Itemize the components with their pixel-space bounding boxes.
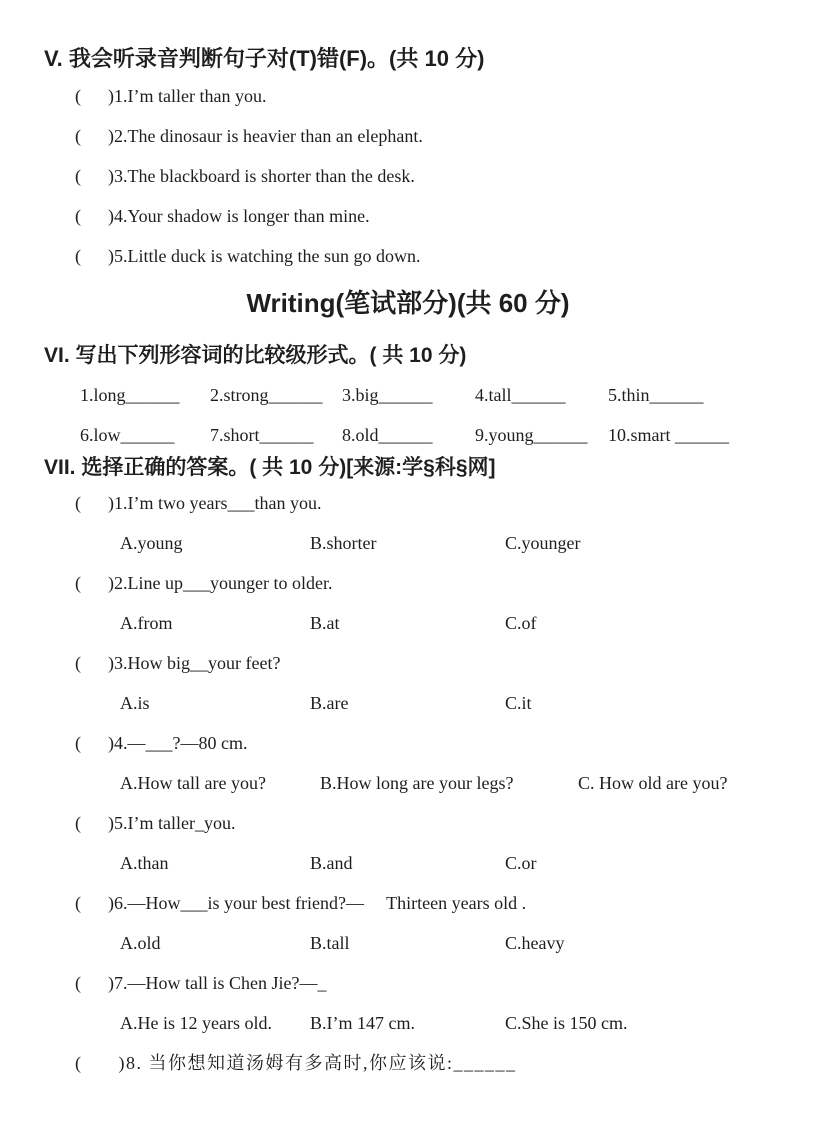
- option-b: B.and: [310, 853, 353, 873]
- question-6: ( )6.—How___is your best friend?— Thirteen years old .: [75, 893, 527, 913]
- question-7: ( )7.—How tall is Chen Jie?—_: [75, 973, 327, 993]
- comparative-item-5: 5.thin______: [608, 385, 704, 405]
- comparative-item-9: 9.young______: [475, 425, 588, 445]
- option-b: B.at: [310, 613, 340, 633]
- comparative-item-7: 7.short______: [210, 425, 314, 445]
- section-vi-heading: VI. 写出下列形容词的比较级形式。( 共 10 分): [44, 344, 467, 367]
- question-1: ( )1.I’m two years___than you.: [75, 493, 322, 513]
- question-4: ( )4.—___?—80 cm.: [75, 733, 248, 753]
- question-5-options: [0, 843, 816, 883]
- option-a: A.from: [120, 613, 173, 633]
- option-b: B.are: [310, 693, 349, 713]
- question-2: ( )2.Line up___younger to older.: [75, 573, 333, 593]
- option-c: C.or: [505, 853, 537, 873]
- option-c: C.it: [505, 693, 532, 713]
- comparative-row-1: [80, 375, 796, 415]
- option-b: B.I’m 147 cm.: [310, 1013, 415, 1033]
- question-1-options: [0, 523, 816, 563]
- question-6-options: [0, 923, 816, 963]
- option-a: A.He is 12 years old.: [120, 1013, 272, 1033]
- section-v-items: [75, 76, 796, 276]
- question-2-options: [0, 603, 816, 643]
- option-a: A.is: [120, 693, 150, 713]
- listening-item-3: ( )3.The blackboard is shorter than the desk.: [75, 166, 415, 186]
- section-v-heading: V. 我会听录音判断句子对(T)错(F)。(共 10 分): [44, 46, 485, 71]
- comparative-row-2: [80, 415, 796, 455]
- option-c: C.heavy: [505, 933, 565, 953]
- option-c: C. How old are you?: [578, 773, 728, 793]
- question-7-options: [0, 1003, 816, 1043]
- option-c: C.of: [505, 613, 537, 633]
- option-c: C.She is 150 cm.: [505, 1013, 628, 1033]
- option-b: B.shorter: [310, 533, 377, 553]
- question-3: ( )3.How big__your feet?: [75, 653, 281, 673]
- option-a: A.How tall are you?: [120, 773, 266, 793]
- question-3-options: [0, 683, 816, 723]
- listening-item-1: ( )1.I’m taller than you.: [75, 86, 267, 106]
- comparative-item-6: 6.low______: [80, 425, 175, 445]
- listening-item-4: ( )4.Your shadow is longer than mine.: [75, 206, 370, 226]
- option-a: A.young: [120, 533, 183, 553]
- option-a: A.old: [120, 933, 161, 953]
- listening-item-2: ( )2.The dinosaur is heavier than an elephant.: [75, 126, 423, 146]
- comparative-item-4: 4.tall______: [475, 385, 566, 405]
- question-8: ( )8. 当你想知道汤姆有多高时,你应该说:______: [75, 1053, 517, 1073]
- option-b: B.How long are your legs?: [320, 773, 514, 793]
- section-vii-heading: VII. 选择正确的答案。( 共 10 分)[来源:学§科§网]: [44, 456, 496, 479]
- comparative-item-3: 3.big______: [342, 385, 433, 405]
- comparative-item-1: 1.long______: [80, 385, 180, 405]
- comparative-fill-in-rows: [80, 375, 796, 455]
- comparative-item-8: 8.old______: [342, 425, 433, 445]
- option-c: C.younger: [505, 533, 581, 553]
- option-b: B.tall: [310, 933, 350, 953]
- listening-item-5: ( )5.Little duck is watching the sun go down.: [75, 246, 421, 266]
- question-4-options: [0, 763, 816, 803]
- multiple-choice-questions: [0, 483, 816, 1083]
- option-a: A.than: [120, 853, 169, 873]
- question-5: ( )5.I’m taller_you.: [75, 813, 236, 833]
- comparative-item-10: 10.smart ______: [608, 425, 729, 445]
- comparative-item-2: 2.strong______: [210, 385, 323, 405]
- writing-part-heading: Writing(笔试部分)(共 60 分): [246, 288, 570, 318]
